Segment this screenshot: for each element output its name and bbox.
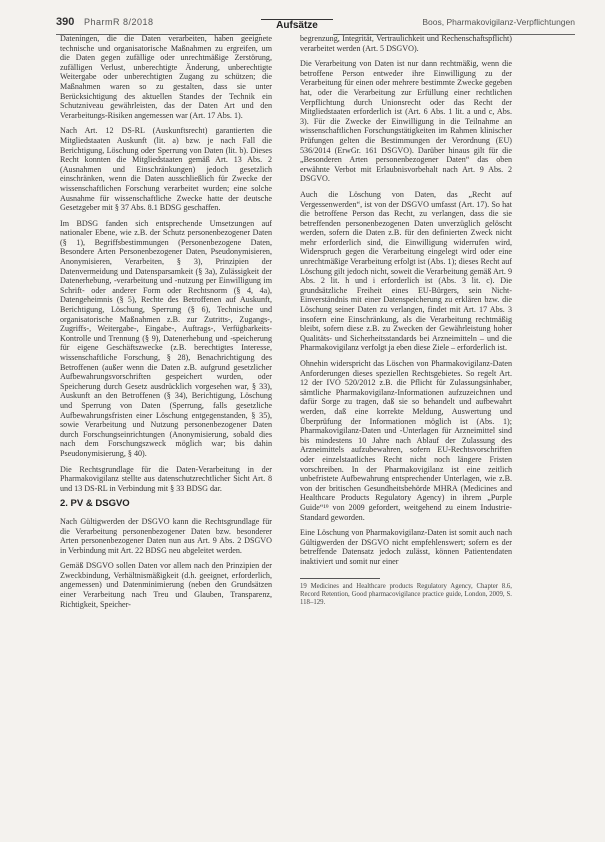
page-number: 390 — [56, 16, 75, 28]
paragraph: Im BDSG fanden sich entsprechende Umsetzungen auf nationaler Ebene, wie z.B. der Schutz personenbezogener Daten (§ 1), Begriffsbestimmungen (Personenbezogene Daten, Besondere Arten Personenbezogener Daten, Pseudonymisieren, Anonymisieren, Verarbeiten, § 3), Prinzipien der Datenvermeidung und Datensparsamkeit (§ 3a), Zulässigkeit der Datenerhebung, -verarbeitung und -nutzung per Einwilligung im Schrift- oder anderer Form oder Rechtsnorm (§ 4, 4a), Datengeheimnis (§ 5), Rechte des Betroffenen auf Auskunft, Berichtigung, Löschung, Sperrung (§ 6), Technische und organisatorische Maßnahmen z.B. zur Zutritts-, Zugangs-, Zugriffs-, Weitergabe-, Eingabe-, Auftrags-, Verfügbarkeits-Kontrolle und Trennung (§ 9), Datenerhebung und -speicherung für eigene Geschäftszwecke (z.B. berechtigtes Interesse, wissenschaftliche Forschung, § 28), Benachrichtigung des Betroffenen (außer wenn die Daten z.B. aufgrund gesetzlicher Aufbewahrungsvorschriften gespeichert wurden, oder Speicherung durch Gesetz ausdrücklich vorgesehen war, § 33), Auskunft an den Betroffenen (§ 34), Berichtigung, Löschung und Sperrung von Daten (Sperrung, falls gesetzliche Aufbewahrungsfristen einer Löschung entgegenstanden, § 35), sowie Verarbeitung und Nutzung personenbezogener Daten durch Forschungseinrichtungen (Anonymisierung, sobald dies nach dem Forschungszweck möglich war; bis dahin Pseudonymisierung, § 40). — [60, 218, 272, 458]
paragraph: Eine Löschung von Pharmakovigilanz-Daten ist somit auch nach Gültigwerden der DSGVO nicht empfehlenswert; sofern es der betreffende Datensatz jedoch zulässt, können Patientendaten inaktiviert und somit nur einer — [300, 528, 512, 566]
paragraph: Ohnehin widerspricht das Löschen von Pharmakovigilanz-Daten Anforderungen dieses speziellen Rechtsgebietes. So regelt Art. 12 der IVO 520/2012 z.B. die Pflicht für Zulassungsinhaber, sämtliche Pharmakovigilanz-Informationen aufzuzeichnen und dafür Sorge zu tragen, daß sie so behandelt und aufbewahrt werden, daß eine korrekte Meldung, Auswertung und Überprüfung der Informationen möglich ist (Abs. 1); Pharmakovigilanz-Daten und -Unterlagen für Arzneimittel sind bis mindestens 10 Jahre nach Ablauf der Zulassung des Arzneimittels aufzubewahren, sofern EU-Rechtsvorschriften oder einzelstaatliches Recht nicht noch längere Fristen vorschreiben. In der Pharmakovigilanz ist eine zeitlich unbefristete Aufbewahrung entsprechender Unterlagen, wie z.B. von der britischen Gesundheitsbehörde MHRA (Medicines and Healthcare Products Regulatory Agency) in ihrem „Purple Guide“¹⁹ von 2009 gefordert, weitgehend zu einem Industrie-Standard geworden. — [300, 359, 512, 522]
footnote-divider — [300, 578, 380, 579]
paragraph: Die Rechtsgrundlage für die Daten-Verarbeitung in der Pharmakovigilanz stellte aus datenschutzrechtlicher Sicht Art. 8 und 13 DS-RL in Verbindung mit § 33 BDSG dar. — [60, 464, 272, 493]
left-column — [60, 34, 272, 615]
page-header — [56, 14, 575, 35]
paragraph: Auch die Löschung von Daten, das „Recht auf Vergessenwerden“, ist von der DSGVO umfasst (Art. 17). So hat die betroffene Person das Recht, zu verlangen, dass die sie betreffenden personenbezogenen Daten unverzüglich gelöscht werden, sofern die Daten z.B. für den definierten Zweck nicht mehr erforderlich sind, die Einwilligung widerrufen wird, Widerspruch gegen die Verarbeitung eingelegt wird oder eine unrechtmäßige Verarbeitung erfolgt ist (Abs. 1); dieses Recht auf Löschung gilt jedoch nicht, soweit die Verarbeitung gemäß Art. 9 Abs. 2 lit. h und i erforderlich ist (Abs. 3 lit. c). Die grundsätzliche Freiheit eines EU-Bürgers, sein Nicht-Einverständnis mit einer Datenspeicherung zu erklären bzw. die Löschung seiner Daten zu verlangen, findet mit Art. 17 Abs. 3 insofern eine Einschränkung, als die Verarbeitung rechtmäßig bleibt, sofern diese z.B. zu Zwecken der Gewährleistung hoher Qualitäts- und Sicherheitsstandards bei Arzneimitteln – und die Pharmakovigilanz verfolgt ja eben diese Ziele – erforderlich ist. — [300, 189, 512, 353]
right-column — [300, 34, 512, 607]
journal-name: PharmR 8/2018 — [84, 17, 154, 27]
paragraph: begrenzung, Integrität, Vertraulichkeit und Rechenschaftspflicht) verarbeitet werden (Art. 5 DSGVO). — [300, 34, 512, 53]
section-label: Aufsätze — [261, 19, 333, 35]
paragraph: Dateningen, die die Daten verarbeiten, haben geeignete technische und organisatorische Maßnahmen zu ergreifen, um die Daten gegen zufällige oder unrechtmäßige Zerstörung, zufälligen Verlust, unberechtigte Änderung, unberechtigte Weitergabe oder unberechtigten Zugang zu schützen; die Maßnahmen waren so zu gestalten, dass sie unter Berücksichtigung des aktuellen Standes der Technik ein Schutzniveau gewährleisten, das der Daten Art und den Verarbeitungs-Risiken angemessen war (Art. 17 Abs. 1). — [60, 34, 272, 120]
running-title: Boos, Pharmakovigilanz-Verpflichtungen — [422, 17, 575, 27]
paragraph: Gemäß DSGVO sollen Daten vor allem nach den Prinzipien der Zweckbindung, Verhältnismäßigkeit (d.h. geeignet, erforderlich, angemessen) und Datenminimierung (neben den Grundsätzen einer Verarbeitung nach Treu und Glauben, Transparenz, Richtigkeit, Speicher- — [60, 561, 272, 609]
paragraph: Nach Art. 12 DS-RL (Auskunftsrecht) garantierten die Mitgliedstaaten Auskunft (lit. a) bzw. je nach Fall die Berichtigung, Löschung oder Sperrung von Daten (lit. b). Dieses Recht konnten die Mitgliedstaaten gemäß Art. 13 Abs. 2 (Ausnahmen und Einschränkungen) jedoch gesetzlich einschränken, wenn die Daten ausschließlich für Zwecke der wissenschaftlichen Forschung verarbeitet wurden; eine solche Ausnahme für wissenschaftliche Zwecke hatte der deutsche Gesetzgeber mit § 37 Abs. 8.1 BDSG geschaffen. — [60, 126, 272, 213]
paragraph: Nach Gültigwerden der DSGVO kann die Rechtsgrundlage für die Verarbeitung personenbezogener Daten bzw. besonderer Arten personenbezogener Daten nun aus Art. 9 Abs. 2 DSGVO in Verbindung mit Art. 22 BDSG neu abgeleitet werden. — [60, 516, 272, 555]
section-heading: 2. PV & DSGVO — [60, 498, 130, 510]
paragraph: Die Verarbeitung von Daten ist nur dann rechtmäßig, wenn die betroffene Person entweder ihre Einwilligung zu der Verarbeitung für einen oder mehrere bestimmte Zwecke gegeben hat, oder die Verarbeitung zur Erfüllung einer rechtlichen Verpflichtung durch Unionsrecht oder das Recht der Mitgliedstaaten erforderlich ist (Art. 6 Abs. 1 lit. a und c, Abs. 3). Für die Zwecke der Einwilligung in die Teilnahme an wissenschaftlichen Forschungstätigkeiten im Rahmen klinischer Prüfungen gelten die Bestimmungen der Verordnung (EU) 536/2014 (ErwGr. 161 DSGVO). Darüber hinaus gilt für die „Besonderen Arten personenbezogener Daten“ das oben erwähnte Verbot mit Erlaubnisvorbehalt nach Art. 9 Abs. 2 DSGVO. — [300, 59, 512, 184]
footnote: 19 Medicines and Healthcare products Regulatory Agency, Chapter 8.6, Record Retention, Good pharmacovigilance practice guide, London, 2009, S. 118–129. — [300, 583, 512, 607]
